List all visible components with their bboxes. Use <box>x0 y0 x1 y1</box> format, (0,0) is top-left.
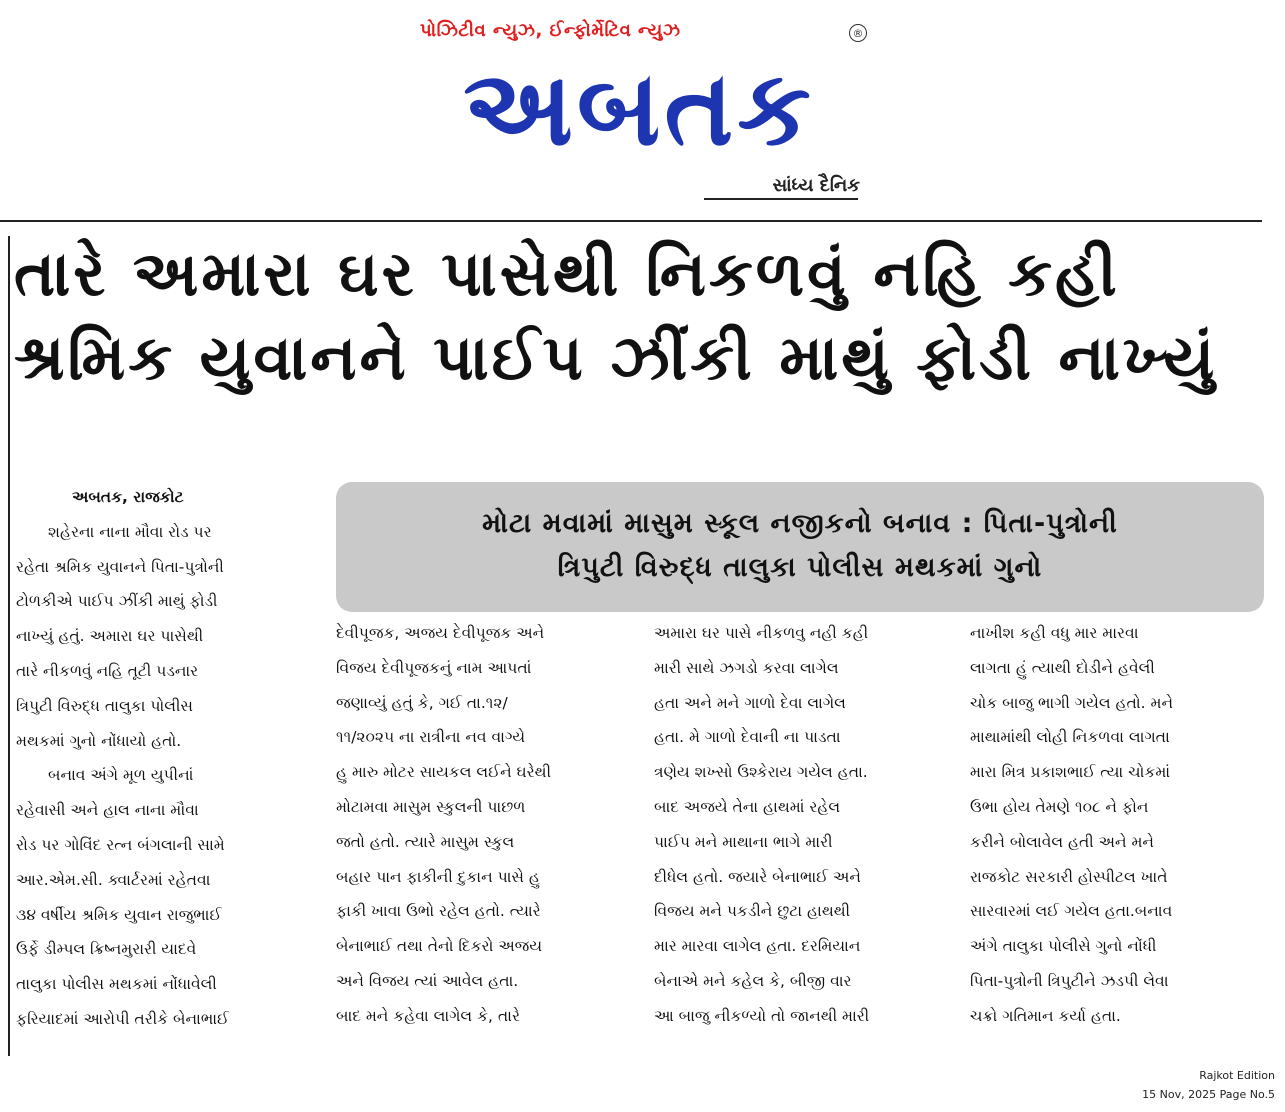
article-line: ૩૪ વર્ષીય શ્રમિક યુવાન રાજુભાઈ <box>16 905 222 924</box>
edition-info <box>1142 1066 1275 1104</box>
masthead-subtitle: સાંધ્ય દૈનિક <box>772 175 860 196</box>
article-line: ઉર્ફે ડીમ્પલ ક્રિષ્નમુરારી યાદવે <box>16 940 197 959</box>
registered-mark: ® <box>849 24 867 42</box>
article-line: અમારા ઘર પાસે નીકળવુ નહી કહી <box>654 624 869 642</box>
article-line: મોટામવા માસુમ સ્કુલની પાછળ <box>336 797 526 816</box>
article-line: ચોક બાજુ ભાગી ગયેલ હતો. મને <box>970 693 1174 712</box>
headline <box>14 236 1264 400</box>
edition-date-page: 15 Nov, 2025 Page No.5 <box>1142 1088 1275 1101</box>
article-column-3 <box>654 616 946 1034</box>
article-line: સારવારમાં લઈ ગયેલ હતા.બનાવ <box>970 902 1173 921</box>
article-line: જણાવ્યું હતું કે, ગઈ તા.૧૨/ <box>336 693 508 712</box>
article-line: રહેવાસી અને હાલ નાના મૌવા <box>16 801 199 820</box>
article-line: પિતા-પુત્રોની ત્રિપુટીને ઝડપી લેવા <box>970 971 1169 990</box>
article-line: ૧૧/૨૦૨૫ ના રાત્રીના નવ વાગ્યે <box>336 728 526 747</box>
article-line: હતા. મે ગાળો દેવાની ના પાડતા <box>654 728 841 747</box>
masthead-tagline: પોઝિટીવ ન્યુઝ, ઈન્ફોર્મેટિવ ન્યુઝ <box>420 20 681 41</box>
article-line: નાખીશ કહી વધુ માર મારવા <box>970 624 1139 642</box>
article-line: બહાર પાન ફાકીની દુકાન પાસે હુ <box>336 867 540 886</box>
article-line: માથામાંથી લોહી નિકળવા લાગતા <box>970 728 1170 747</box>
article-line: ચક્રો ગતિમાન કર્યા હતા. <box>970 1006 1121 1025</box>
article-line: મથકમાં ગુનો નોંધાયો હતો. <box>16 731 182 750</box>
dateline: અબતક, રાજકોટ <box>72 488 184 506</box>
subheadline-box <box>336 482 1264 612</box>
article-line: નાખ્યું હતું. અમારા ઘર પાસેથી <box>16 627 204 646</box>
article-line: હતા અને મને ગાળો દેવા લાગેલ <box>654 693 846 712</box>
left-border-rule <box>8 236 10 1056</box>
article-line: ઉભા હોય તેમણે ૧૦૮ ને ફોન <box>970 797 1149 816</box>
article-line: આ બાજુ નીકળ્યો તો જાનથી મારી <box>654 1006 870 1025</box>
headline-line-2: શ્રમિક યુવાનને પાઈપ ઝીંકી માથું ફોડી નાખ્યું <box>14 321 1218 394</box>
subtitle-underline <box>704 198 858 200</box>
header-divider <box>0 220 1262 222</box>
article-line: ફરિયાદમાં આરોપી તરીકે બેનાભાઈ <box>16 1009 229 1028</box>
article-line: તારે નીકળવું નહિ તૂટી પડનાર <box>16 661 199 680</box>
article-line: વિજય દેવીપૂજકનું નામ આપતાં <box>336 658 532 677</box>
article-line: મારા મિત્ર પ્રકાશભાઈ ત્યા ચોકમાં <box>970 763 1171 782</box>
article-line: માર મારવા લાગેલ હતા. દરમિયાન <box>654 937 861 956</box>
article-line: આર.એમ.સી. ક્વાર્ટરમાં રહેતવા <box>16 870 211 889</box>
article-line: બેનાભાઈ તથા તેનો દિકરો અજય <box>336 937 543 956</box>
edition-name: Rajkot Edition <box>1199 1069 1275 1082</box>
article-line: અંગે તાલુકા પોલીસે ગુનો નોંધી <box>970 937 1157 956</box>
article-line: દેવીપૂજક, અજય દેવીપૂજક અને <box>336 624 545 642</box>
article-line: બેનાએ મને કહેલ કે, બીજી વાર <box>654 971 852 990</box>
article-line: ટોળકીએ પાઈપ ઝીંકી માથું ફોડી <box>16 592 218 611</box>
article-line: દીધેલ હતો. જયારે બેનાભાઈ અને <box>654 867 861 886</box>
article-line: બનાવ અંગે મૂળ યુપીનાં <box>48 766 194 785</box>
article-line: રોડ પર ગોવિંદ રત્ન બંગલાની સામે <box>16 835 225 854</box>
article-line: અને વિજય ત્યાં આવેલ હતા. <box>336 971 519 990</box>
article-column-4 <box>970 616 1262 1034</box>
article-column-2 <box>336 616 628 1034</box>
article-line: વિજય મને પકડીને છુટા હાથથી <box>654 902 851 921</box>
article-line: તાલુકા પોલીસ મથકમાં નોંધાવેલી <box>16 975 217 994</box>
article-line: બાદ અજયે તેના હાથમાં રહેલ <box>654 797 841 816</box>
newspaper-logo: અબતક <box>463 47 815 169</box>
article-line: પાઈપ મને માથાના ભાગે મારી <box>654 832 833 851</box>
article-line: મારી સાથે ઝગડો કરવા લાગેલ <box>654 658 839 677</box>
article-line: રહેતા શ્રમિક યુવાનને પિતા-પુત્રોની <box>16 557 224 576</box>
article-line: ત્રિપુટી વિરુદ્ધ તાલુકા પોલીસ <box>16 696 193 715</box>
masthead <box>0 0 1285 222</box>
article-line: બાદ મને કહેવા લાગેલ કે, તારે <box>336 1006 520 1025</box>
article-column-1 <box>16 480 311 1037</box>
article-line: રાજકોટ સરકારી હોસ્પીટલ ખાતે <box>970 867 1168 886</box>
subheadline-line-1: મોટા મવામાં માસુમ સ્કૂલ નજીકનો બનાવ : પિતા-પુત્રોની <box>482 508 1118 539</box>
article-line: હુ મારુ મોટર સાયકલ લઈને ઘરેથી <box>336 763 552 782</box>
article-line: ત્રણેય શખ્સો ઉશ્કેરાય ગયેલ હતા. <box>654 763 868 782</box>
article-line: લાગતા હું ત્યાથી દોડીને હવેલી <box>970 658 1155 677</box>
article-line: કરીને બોલાવેલ હતી અને મને <box>970 832 1154 851</box>
article-line: ફાકી ખાવા ઉભો રહેલ હતો. ત્યારે <box>336 902 541 921</box>
article-line: શહેરના નાના મૌવા રોડ પર <box>48 522 212 541</box>
subheadline-line-2: ત્રિપુટી વિરુદ્ધ તાલુકા પોલીસ મથકમાં ગુનો <box>557 552 1043 583</box>
article-line: જતો હતો. ત્યારે માસુમ સ્કુલ <box>336 832 515 851</box>
headline-line-1: તારે અમારા ઘર પાસેથી નિકળવું નહિ કહી <box>14 237 1120 310</box>
